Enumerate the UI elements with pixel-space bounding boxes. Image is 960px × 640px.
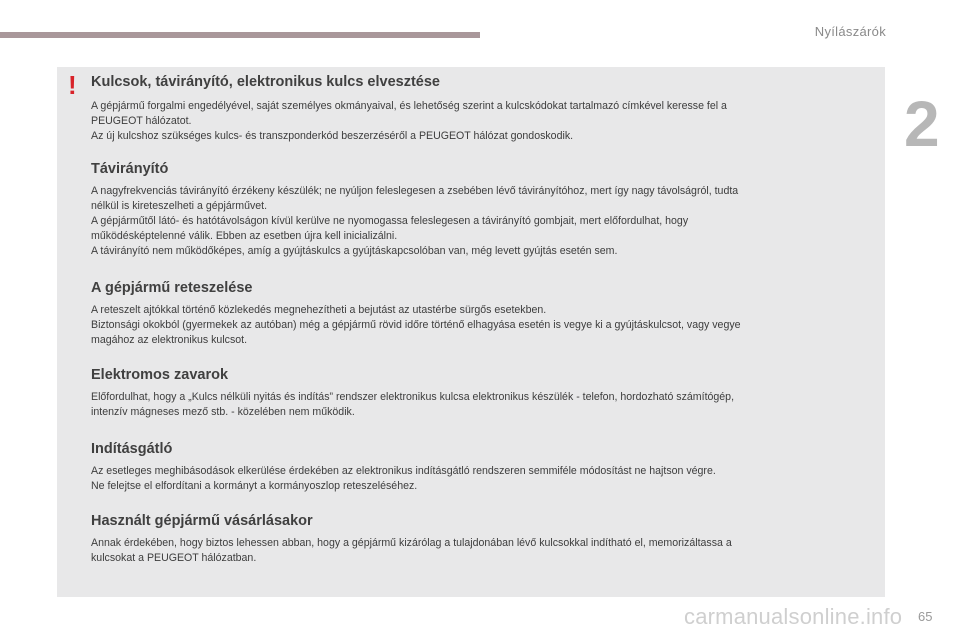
paragraph-line: PEUGEOT hálózatot.	[91, 115, 192, 127]
section-lost-keys	[91, 74, 861, 144]
paragraph-line: Biztonsági okokból (gyermekek az autóban) még a gépjármű rövid időre történő elhagyása esetén is vegye ki a gyújtáskulcsot, vagy vegye	[91, 319, 741, 331]
section-immobiliser	[91, 441, 861, 494]
panel-content	[91, 74, 861, 566]
paragraph-line: Előfordulhat, hogy a „Kulcs nélküli nyitás és indítás” rendszer elektronikus kulcsa elektronikus készülék - telefon, hordozható számítógép,	[91, 391, 735, 403]
chapter-number: 2	[904, 88, 940, 160]
section-heading: Kulcsok, távirányító, elektronikus kulcs elvesztése	[91, 74, 440, 90]
section-heading: A gépjármű reteszelése	[91, 280, 253, 296]
paragraph-line: A gépjárműtől látó- és hatótávolságon kívül kerülve ne nyomogassa feleslegesen a távirányító gombjait, mert előfordulhat, hogy	[91, 215, 689, 227]
section-electrical	[91, 367, 861, 420]
paragraph-line: A gépjármű forgalmi engedélyével, saját személyes okmányaival, és lehetőség szerint a kulcskódokat tartalmazó címkével keresse fel a	[91, 100, 727, 112]
paragraph-line: Ne felejtse el elfordítani a kormányt a kormányoszlop reteszeléséhez.	[91, 480, 418, 492]
paragraph-line: A távirányító nem működőképes, amíg a gyújtáskulcs a gyújtáskapcsolóban van, még levett gyújtás esetén sem.	[91, 245, 618, 257]
page-number: 65	[918, 609, 933, 624]
paragraph-line: működésképtelenné válik. Ebben az esetben újra kell inicializálni.	[91, 230, 398, 242]
paragraph-line: nélkül is kireteszelheti a gépjárművet.	[91, 200, 268, 212]
section-heading: Elektromos zavarok	[91, 367, 229, 383]
watermark-text: carmanualsonline.info	[684, 604, 903, 629]
paragraph-line: magához az elektronikus kulcsot.	[91, 334, 248, 346]
section-locking	[91, 280, 861, 348]
section-heading: Indításgátló	[91, 441, 173, 457]
paragraph-line: kulcsokat a PEUGEOT hálózatban.	[91, 552, 257, 564]
section-heading: Távirányító	[91, 161, 169, 177]
paragraph-line: A nagyfrekvenciás távirányító érzékeny készülék; ne nyúljon feleslegesen a zsebében lévő távirányítóhoz, mert így nagy távolságról, tudta	[91, 185, 739, 197]
paragraph-line: A reteszelt ajtókkal történő közlekedés megnehezítheti a bejutást az utastérbe sürgős esetekben.	[91, 304, 547, 316]
section-remote	[91, 161, 861, 259]
paragraph-line: Az esetleges meghibásodások elkerülése érdekében az elektronikus indításgátló rendszeren semmiféle módosítást ne hajtson végre.	[91, 465, 716, 477]
paragraph-line: intenzív mágneses mező stb. - közelében nem működik.	[91, 406, 355, 418]
exclamation-icon: !	[68, 70, 77, 100]
section-title: Nyílászárók	[814, 24, 886, 39]
header-bar	[0, 32, 480, 38]
section-used-vehicle	[91, 513, 861, 566]
section-heading: Használt gépjármű vásárlásakor	[91, 513, 313, 529]
paragraph-line: Az új kulcshoz szükséges kulcs- és transzponderkód beszerzéséről a PEUGEOT hálózat gondoskodik.	[91, 130, 574, 142]
paragraph-line: Annak érdekében, hogy biztos lehessen abban, hogy a gépjármű kizárólag a tulajdonában lévő kulcsokkal indítható el, memorizáltassa a	[91, 537, 732, 549]
